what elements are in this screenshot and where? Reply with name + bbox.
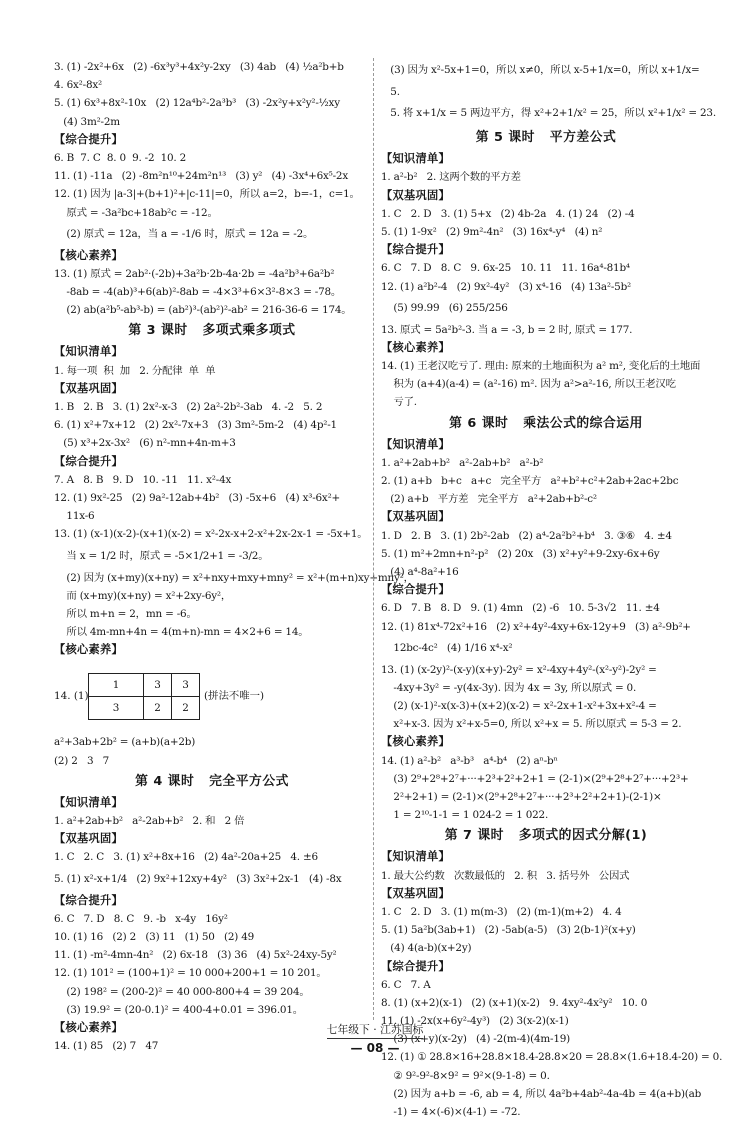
answer-line: 5. (1) x²-x+1/4 (2) 9x²+12xy+4y² (3) 3x²+2x-1 (4) -8x xyxy=(54,872,342,885)
answer-line: (3) (x+y)(x-2y) (4) -2(m-4)(4m-19) xyxy=(381,1033,570,1046)
answer-line: 原式 = -3a²bc+18ab²c = -12。 xyxy=(54,206,218,219)
answer-line: 13. (1) 原式 = 2ab²·(-2b)+3a²b·2b-4a·2b = -4a²b³+6a²b² xyxy=(54,267,335,280)
answer-line: 2²+2+1) = (2-1)×(2⁹+2⁸+2⁷+···+2³+2²+2+1)-(2-1)× xyxy=(381,791,662,803)
lesson-title: 第 3 课时 多项式乘多项式 xyxy=(128,323,296,339)
answer-line: 11. (1) -m²-4mn-4n² (2) 6x-18 (3) 36 (4) 5x²-24xy-5y² xyxy=(54,949,337,962)
answer-line: x²+x-3. 因为 x²+x-5=0, 所以 x²+x = 5. 所以原式 = 5-3 = 2. xyxy=(381,718,682,731)
tiling-diagram xyxy=(54,659,370,733)
answer-line: (2) 原式 = 12a，当 a = -1/6 时，原式 = 12a = -2。 xyxy=(54,227,314,240)
section-heading: 【知识清单】 xyxy=(381,437,450,451)
section-heading: 【综合提升】 xyxy=(381,959,450,973)
answer-line: (2) 2 3 7 xyxy=(54,754,110,767)
footer-grade-label: 七年级下 · 江苏国标 xyxy=(327,1025,424,1039)
answer-line: 13. (1) (x-1)(x-2)-(x+1)(x-2) = x²-2x-x+2-x²+2x-2x-1 = -5x+1。 xyxy=(54,528,368,541)
answer-line: 14. (1) 王老汉吃亏了. 理由: 原来的土地面积为 a² m², 变化后的土地面 xyxy=(381,360,701,373)
answer-line: 当 x = 1/2 时，原式 = -5×1/2+1 = -3/2。 xyxy=(54,549,269,562)
answer-line: 5. (1) 5a²b(3ab+1) (2) -5ab(a-5) (3) 2(b-1)²(x+y) xyxy=(381,924,636,937)
section-heading: 【综合提升】 xyxy=(381,243,450,257)
answer-line: 积为 (a+4)(a-4) = (a²-16) m². 因为 a²>a²-16, 所以王老汉吃 xyxy=(381,378,676,391)
answer-line: 所以 m+n = 2，mn = -6。 xyxy=(54,607,197,620)
lesson-title: 第 7 课时 多项式的因式分解(1) xyxy=(444,828,648,844)
section-heading: 【双基巩固】 xyxy=(381,510,450,524)
answer-line: (2) 198² = (200-2)² = 40 000-800+4 = 39 204。 xyxy=(54,985,310,998)
right-column xyxy=(381,58,723,1121)
answer-line: 6. (1) x²+7x+12 (2) 2x²-7x+3 (3) 3m²-5m-2 (4) 4p²-1 xyxy=(54,419,337,432)
answer-line: 1. C 2. C 3. (1) x²+8x+16 (2) 4a²-20a+25 4. ±6 xyxy=(54,851,318,864)
answer-line: 6. B 7. C 8. 0 9. -2 10. 2 xyxy=(54,151,187,164)
answer-line: (4) 3m²-2m xyxy=(54,115,120,128)
answer-line: 14. (1) 85 (2) 7 47 xyxy=(54,1040,159,1053)
answer-line: (4) 4(a-b)(x+2y) xyxy=(381,942,472,955)
answer-line: 12. (1) 81x⁴-72x²+16 (2) x²+4y²-4xy+6x-12y+9 (3) a²-9b²+ xyxy=(381,620,691,633)
section-heading: 【双基巩固】 xyxy=(381,886,450,900)
answer-line: 11x-6 xyxy=(54,510,95,523)
answer-line: (3) 因为 x²-5x+1=0，所以 x≠0，所以 x-5+1/x=0，所以 x+1/x= xyxy=(381,64,700,76)
answer-line: (2) (x-1)²-x(x-3)+(x+2)(x-2) = x²-2x+1-x²+3x+x²-4 = xyxy=(381,700,657,713)
answer-line: -1) = 4×(-6)×(4-1) = -72. xyxy=(381,1106,521,1118)
section-heading: 【双基巩固】 xyxy=(381,188,450,202)
section-heading: 【核心素养】 xyxy=(54,248,123,262)
answer-line: 11. (1) -2x(x+6y²-4y³) (2) 3(x-2)(x-1) xyxy=(381,1015,569,1028)
answer-line: 14. (1) a²-b² a³-b³ a⁴-b⁴ (2) aⁿ-bⁿ xyxy=(381,754,558,767)
section-heading: 【综合提升】 xyxy=(54,893,123,907)
answer-line: 6. C 7. A xyxy=(381,978,431,991)
tile-cell: 2 xyxy=(144,696,172,719)
answer-line: (2) 因为 a+b = -6, ab = 4, 所以 4a²b+4ab²-4a-4b = 4(a+b)(ab xyxy=(381,1087,702,1100)
answer-line: 12. (1) a²b²-4 (2) 9x²-4y² (3) x⁴-16 (4) 13a²-5b² xyxy=(381,280,632,293)
section-heading: 【知识清单】 xyxy=(54,345,123,359)
answer-line: (2) ab(a²b⁵-ab³-b) = (ab²)³-(ab²)²-ab² = 216-36-6 = 174。 xyxy=(54,304,352,317)
answer-line: -8ab = -4(ab)³+6(ab)²-8ab = -4×3³+6×3²-8×3 = -78。 xyxy=(54,286,342,299)
answer-line: 5. (1) m²+2mn+n²-p² (2) 20x (3) x²+y²+9-2xy-6x+6y xyxy=(381,547,660,560)
answer-line: 6. C 7. D 8. C 9. 6x-25 10. 11 11. 16a⁴-81b⁴ xyxy=(381,262,630,275)
answer-line: 12. (1) 因为 |a-3|+(b+1)²+|c-11|=0，所以 a=2，b=-1，c=1。 xyxy=(54,188,360,201)
section-heading: 【知识清单】 xyxy=(381,850,450,864)
answer-line: (3) 2⁹+2⁸+2⁷+···+2³+2²+2+1 = (2-1)×(2⁹+2⁸+2⁷+···+2³+ xyxy=(381,772,689,785)
page-footer xyxy=(0,1025,750,1054)
lesson-title: 第 5 课时 平方差公式 xyxy=(475,130,617,146)
answer-line: 1. 每一项 积 加 2. 分配律 单 单 xyxy=(54,364,216,377)
tile-cell: 3 xyxy=(172,673,200,696)
answer-line: (5) 99.99 (6) 255/256 xyxy=(381,301,508,314)
section-heading: 【知识清单】 xyxy=(54,795,123,809)
section-heading: 【核心素养】 xyxy=(381,735,450,749)
section-heading: 【核心素养】 xyxy=(54,1020,123,1034)
answer-line: 1. 最大公约数 次数最低的 2. 积 3. 括号外 公因式 xyxy=(381,869,630,882)
tile-cell: 2 xyxy=(172,696,200,719)
answer-line: (4) a⁴-8a²+16 xyxy=(381,565,459,578)
answer-line: 12. (1) 101² = (100+1)² = 10 000+200+1 = 10 201。 xyxy=(54,967,327,980)
answer-line: 3. (1) -2x²+6x (2) -6x³y³+4x²y-2xy (3) 4ab (4) ½a²b+b xyxy=(54,61,344,73)
answer-line: 5. 将 x+1/x = 5 两边平方，得 x²+2+1/x² = 25，所以 x²+1/x² = 23. xyxy=(381,107,716,120)
answer-line: 6. C 7. D 8. C 9. -b x-4y 16y² xyxy=(54,912,228,925)
answer-line: 12bc-4c² (4) 1/16 x⁴-x² xyxy=(381,641,513,654)
section-heading: 【知识清单】 xyxy=(381,152,450,166)
answer-line: a²+3ab+2b² = (a+b)(a+2b) xyxy=(54,736,196,749)
section-heading: 【综合提升】 xyxy=(54,454,123,468)
tiling-note: (拼法不唯一) xyxy=(204,690,265,703)
section-heading: 【双基巩固】 xyxy=(54,832,123,846)
answer-line: 6. D 7. B 8. D 9. (1) 4mn (2) -6 10. 5-3√2 11. ±4 xyxy=(381,602,660,615)
answer-line: 8. (1) (x+2)(x-1) (2) (x+1)(x-2) 9. 4xy²-4x²y² 10. 0 xyxy=(381,996,648,1009)
answer-line: 12. (1) ① 28.8×16+28.8×18.4-28.8×20 = 28.8×(1.6+18.4-20) = 0. xyxy=(381,1051,723,1064)
answer-line: 5. xyxy=(381,86,400,98)
answer-line: 1. D 2. B 3. (1) 2b²-2ab (2) a⁴-2a²b²+b⁴ 3. ③⑥ 4. ±4 xyxy=(381,529,672,542)
answer-line: (3) 19.9² = (20-0.1)² = 400-4+0.01 = 396.01。 xyxy=(54,1003,303,1016)
answer-line: 亏了. xyxy=(381,396,417,409)
answer-line: 10. (1) 16 (2) 2 (3) 11 (1) 50 (2) 49 xyxy=(54,930,255,943)
answer-line: 1. B 2. B 3. (1) 2x²-x-3 (2) 2a²-2b²-3ab 4. -2 5. 2 xyxy=(54,401,323,413)
answer-line: 13. (1) (x-2y)²-(x-y)(x+y)-2y² = x²-4xy+4y²-(x²-y²)-2y² = xyxy=(381,663,657,676)
answer-line: 7. A 8. B 9. D 10. -11 11. x²-4x xyxy=(54,473,232,486)
lesson-title: 第 4 课时 完全平方公式 xyxy=(135,773,289,789)
lesson-title: 第 6 课时 乘法公式的综合运用 xyxy=(449,415,643,431)
answer-line: 而 (x+my)(x+ny) = x²+2xy-6y²， xyxy=(54,589,232,602)
page-number: — 08 — xyxy=(350,1040,400,1055)
tile-grid xyxy=(88,673,200,720)
section-heading: 【核心素养】 xyxy=(54,643,123,657)
answer-line: 1. a²+2ab+b² a²-2ab+b² a²-b² xyxy=(381,456,544,469)
answer-line: 1. a²-b² 2. 这两个数的平方差 xyxy=(381,171,521,184)
tile-cell: 1 xyxy=(89,673,144,696)
answer-line: 1 = 2¹⁰-1-1 = 1 024-2 = 1 022. xyxy=(381,809,549,822)
answer-line: 5. (1) 6x³+8x²-10x (2) 12a⁴b²-2a³b³ (3) -2x²y+x²y²-½xy xyxy=(54,97,340,110)
answer-line: (2) 因为 (x+my)(x+ny) = x²+nxy+mxy+mny² = x²+(m+n)xy+mny²， xyxy=(54,571,414,584)
answer-line: 11. (1) -11a (2) -8m²n¹⁰+24m²n¹³ (3) y² (4) -3x⁴+6x⁵-2x xyxy=(54,170,349,183)
section-heading: 【综合提升】 xyxy=(54,132,123,146)
section-heading: 【核心素养】 xyxy=(381,340,450,354)
question-number: 14. (1) xyxy=(54,690,89,703)
answer-line: 12. (1) 9x²-25 (2) 9a²-12ab+4b² (3) -5x+6 (4) x³-6x²+ xyxy=(54,491,341,504)
answer-line: 5. (1) 1-9x² (2) 9m²-4n² (3) 16x⁴-y⁴ (4) n² xyxy=(381,225,603,238)
answer-line: ② 9²-9²-8×9² = 9²×(9-1-8) = 0. xyxy=(381,1069,550,1082)
answer-line: -4xy+3y² = -y(4x-3y). 因为 4x = 3y, 所以原式 = 0. xyxy=(381,681,637,694)
tile-cell: 3 xyxy=(144,673,172,696)
answer-line: 13. 原式 = 5a²b²-3. 当 a = -3, b = 2 时, 原式 = 177. xyxy=(381,323,633,336)
answer-line: (5) x³+2x-3x² (6) n²-mn+4n-m+3 xyxy=(54,437,236,450)
answer-line: 1. a²+2ab+b² a²-2ab+b² 2. 和 2 倍 xyxy=(54,815,245,827)
answer-line: (2) a+b 平方差 完全平方 a²+2ab+b²-c² xyxy=(381,493,597,506)
section-heading: 【综合提升】 xyxy=(381,583,450,597)
column-divider xyxy=(373,58,374,1020)
answer-line: 4. 6x²-8x² xyxy=(54,79,102,92)
answer-line: 1. C 2. D 3. (1) m(m-3) (2) (m-1)(m+2) 4. 4 xyxy=(381,905,622,918)
answer-line: 所以 4m-mn+4n = 4(m+n)-mn = 4×2+6 = 14。 xyxy=(54,626,309,639)
answer-line: 2. (1) a+b b+c a+c 完全平方 a²+b²+c²+2ab+2ac+2bc xyxy=(381,475,679,487)
answer-line: 1. C 2. D 3. (1) 5+x (2) 4b-2a 4. (1) 24 (2) -4 xyxy=(381,207,635,220)
section-heading: 【双基巩固】 xyxy=(54,381,123,395)
tile-cell: 3 xyxy=(89,696,144,719)
